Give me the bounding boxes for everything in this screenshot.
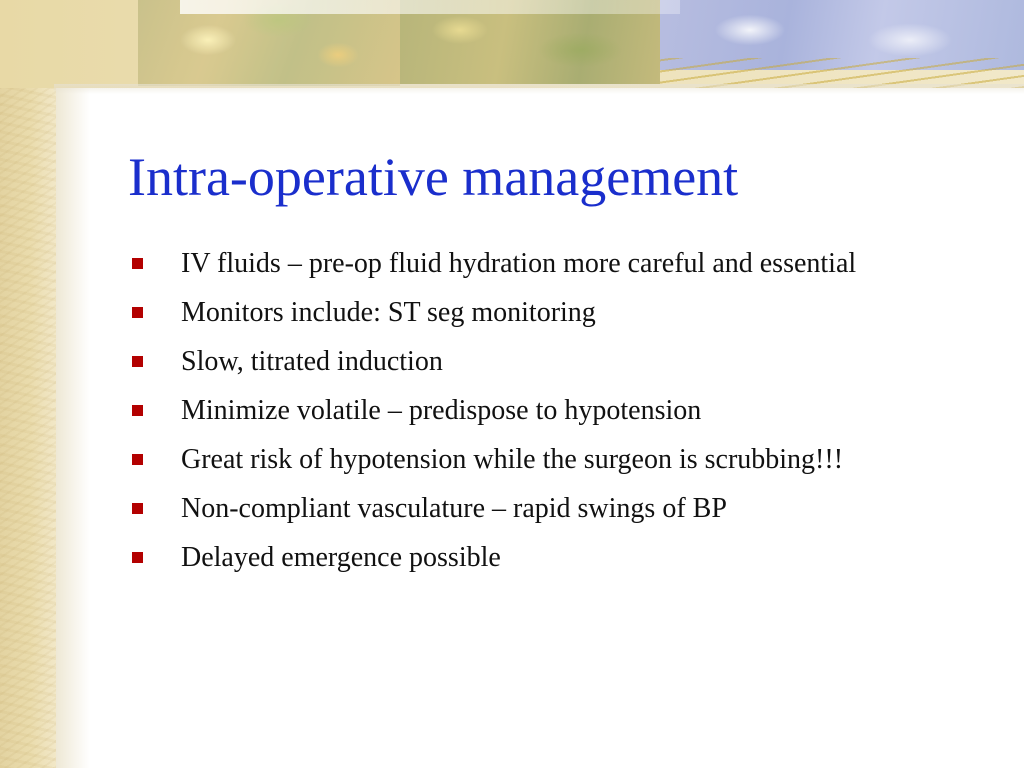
square-bullet-icon	[132, 356, 143, 367]
square-bullet-icon	[132, 258, 143, 269]
border-fade	[56, 0, 90, 768]
bullet-text: Delayed emergence possible	[181, 542, 501, 573]
square-bullet-icon	[132, 454, 143, 465]
bullet-text: Monitors include: ST seg monitoring	[181, 297, 596, 328]
bullet-text: IV fluids – pre-op fluid hydration more careful and essential	[181, 248, 857, 279]
square-bullet-icon	[132, 405, 143, 416]
bullet-item	[130, 538, 920, 578]
bullet-item	[130, 244, 920, 284]
bullet-item	[130, 440, 920, 480]
square-bullet-icon	[132, 552, 143, 563]
parchment-border	[0, 0, 56, 768]
bullet-text: Minimize volatile – predispose to hypotension	[181, 395, 702, 426]
banner-highlight	[180, 0, 680, 14]
bullet-text: Great risk of hypotension while the surgeon is scrubbing!!!	[181, 444, 844, 475]
bullet-item	[130, 342, 920, 382]
banner-shadow	[54, 84, 1024, 94]
bullet-item	[130, 391, 920, 431]
square-bullet-icon	[132, 307, 143, 318]
bullet-list	[130, 244, 920, 587]
bullet-text: Non-compliant vasculature – rapid swings of BP	[181, 493, 727, 524]
bullet-item	[130, 293, 920, 333]
bullet-item	[130, 489, 920, 529]
slide-title: Intra-operative management	[128, 147, 739, 207]
bullet-text: Slow, titrated induction	[181, 346, 443, 377]
square-bullet-icon	[132, 503, 143, 514]
decorative-banner	[0, 0, 1024, 88]
